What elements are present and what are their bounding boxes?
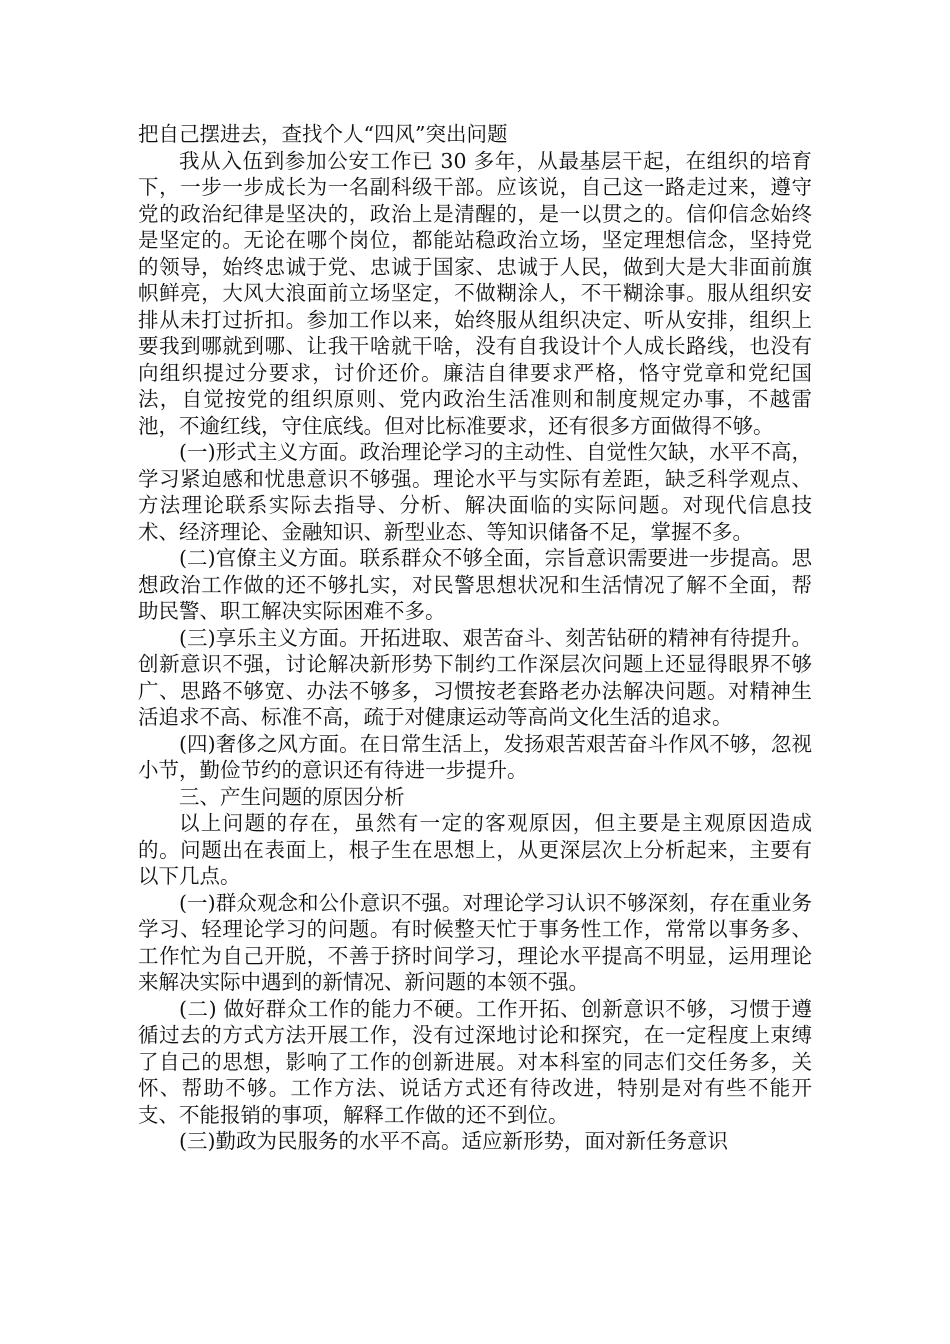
paragraph: (一)形式主义方面。政治理论学习的主动性、自觉性欠缺，水平不高，学习紧迫感和忧患意识不够强。理论水平与实际有差距，缺乏科学观点、方法理论联系实际去指导、分析、解决面临的实际问题。对现代信息技术、经济理论、金融知识、新型业态、等知识储备不足，掌握不多。 — [138, 440, 812, 544]
paragraph: 我从入伍到参加公安工作已 30 多年，从最基层干起，在组织的培育下，一步一步成长为一名副科级干部。应该说，自己这一路走过来，遵守党的政治纪律是坚决的，政治上是清醒的，是一以贯之的。信仰信念始终是坚定的。无论在哪个岗位，都能站稳政治立场，坚定理想信念，坚持党的领导，始终忠诚于党、忠诚于国家、忠诚于人民，做到大是大非面前旗帜鲜亮，大风大浪面前立场坚定，不做糊涂人，不干糊涂事。服从组织安排从未打过折扣。参加工作以来，始终服从组织决定、听从安排，组织上要我到哪就到哪、让我干啥就干啥，没有自我设计个人成长路线，也没有向组织提过分要求，讨价还价。廉洁自律要求严格，恪守党章和党纪国法，自觉按党的组织原则、党内政治生活准则和制度规定办事，不越雷池，不逾红线，守住底线。但对比标准要求，还有很多方面做得不够。 — [138, 148, 812, 438]
section-heading: 三、产生问题的原因分析 — [179, 784, 405, 809]
paragraph: (四)奢侈之风方面。在日常生活上，发扬艰苦艰苦奋斗作风不够，忽视小节，勤俭节约的意识还有待进一步提升。 — [138, 731, 812, 782]
paragraph: (三)享乐主义方面。开拓进取、艰苦奋斗、刻苦钻研的精神有待提升。创新意识不强，讨论解决新形势下制约工作深层次问题上还显得眼界不够广、思路不够宽、办法不够多，习惯按老套路老办法解决问题。对精神生活追求不高、标准不高，疏于对健康运动等高尚文化生活的追求。 — [138, 625, 812, 729]
paragraph: (二) 做好群众工作的能力不硬。工作开拓、创新意识不够，习惯于遵循过去的方式方法开展工作，没有过深地讨论和探究，在一定程度上束缚了自己的思想，影响了工作的创新进展。对本科室的同志们交任务多，关怀、帮助不够。工作方法、说话方式还有待改进，特别是对有些不能开支、不能报销的事项，解释工作做的还不到位。 — [138, 996, 812, 1127]
paragraph: (二)官僚主义方面。联系群众不够全面，宗旨意识需要进一步提高。思想政治工作做的还不够扎实，对民警思想状况和生活情况了解不全面，帮助民警、职工解决实际困难不多。 — [138, 546, 812, 623]
document-body — [138, 121, 812, 1155]
paragraph: (三)勤政为民服务的水平不高。适应新形势，面对新任务意识 — [179, 1129, 728, 1153]
paragraph-heading: 把自己摆进去，查找个人“四风”突出问题 — [138, 122, 508, 146]
paragraph: (一)群众观念和公仆意识不强。对理论学习认识不够深刻，存在重业务学习、轻理论学习的问题。有时候整天忙于事务性工作，常常以事务多、工作忙为自己开脱，不善于挤时间学习，理论水平提高不明显，运用理论来解决实际中遇到的新情况、新问题的本领不强。 — [138, 890, 812, 994]
paragraph: 以上问题的存在，虽然有一定的客观原因，但主要是主观原因造成的。问题出在表面上，根子生在思想上，从更深层次上分析起来，主要有以下几点。 — [138, 811, 812, 888]
